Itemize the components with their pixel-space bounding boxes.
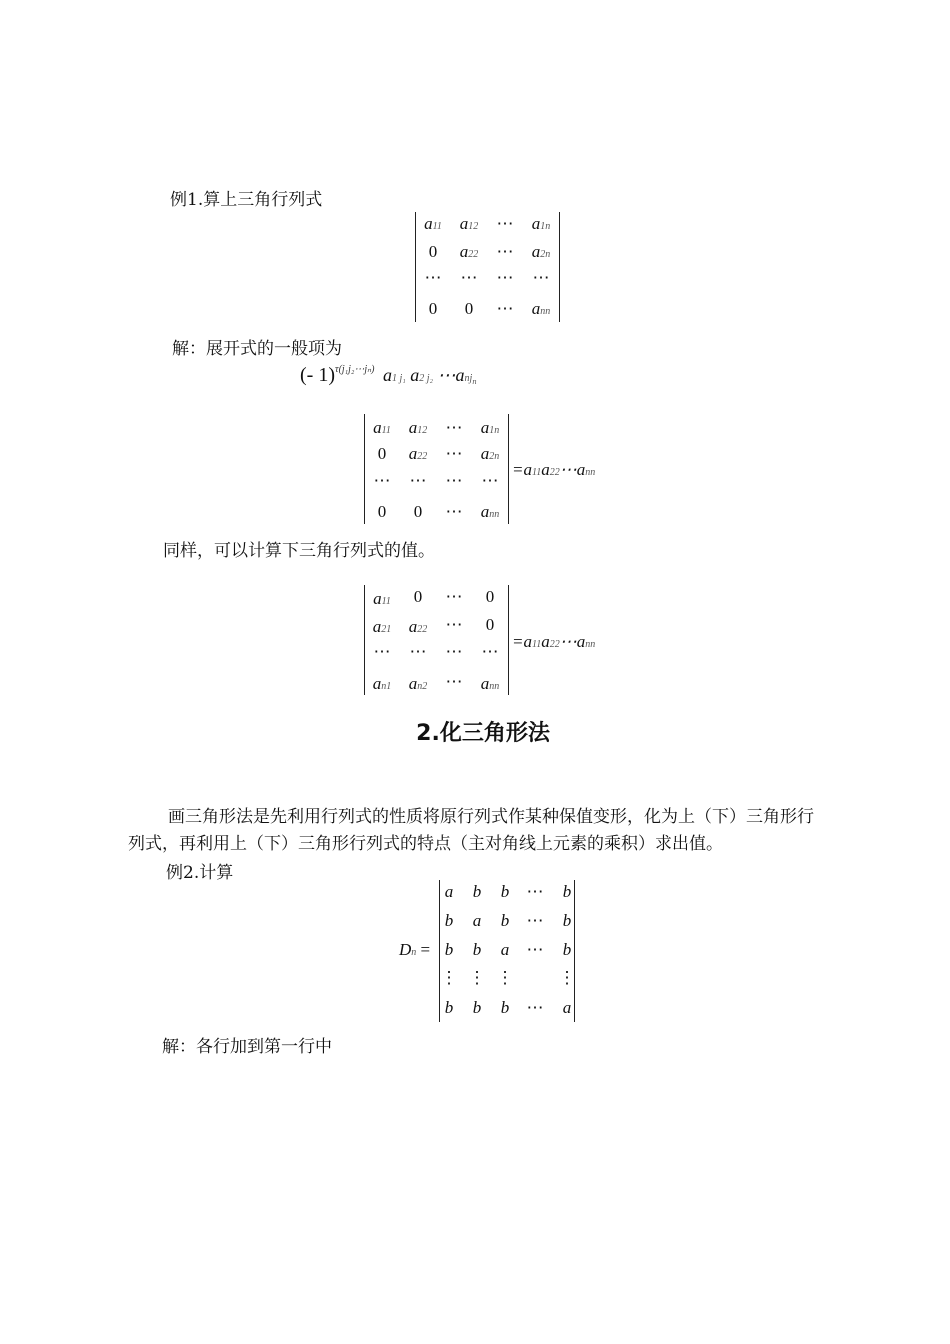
- matrix-cell: ⋯: [526, 998, 544, 1017]
- matrix-cell: 0: [485, 587, 495, 606]
- dn-subscript: n: [411, 947, 417, 958]
- matrix-cell: a: [444, 882, 454, 901]
- matrix-cell: 0: [428, 299, 438, 318]
- matrix-cell: ⋯: [460, 268, 478, 287]
- matrix-cell: ⋯: [409, 471, 427, 490]
- matrix-cell: ⋯: [445, 471, 463, 490]
- inversion-exponent: τ(j₁j₂⋯jₙ): [334, 364, 375, 375]
- matrix-cell: a22: [408, 444, 428, 463]
- equals-sign: =: [420, 940, 431, 959]
- similarly-label: 同样，可以计算下三角行列式的值。: [163, 541, 435, 561]
- matrix-cell: an2: [408, 674, 428, 693]
- determinant-upper-1: [415, 212, 560, 322]
- matrix-cell: b: [444, 911, 454, 930]
- matrix-cell: b: [562, 911, 572, 930]
- matrix-cell: a12: [459, 214, 479, 233]
- matrix-cell: ⋯: [526, 911, 544, 930]
- matrix-cell: ⋯: [445, 672, 463, 691]
- matrix-cell: ⋮: [558, 968, 576, 987]
- matrix-cell: 0: [413, 502, 423, 521]
- matrix-cell: ⋯: [481, 471, 499, 490]
- matrix-cell: ⋯: [445, 615, 463, 634]
- matrix-cell: b: [562, 940, 572, 959]
- matrix-cell: b: [472, 998, 482, 1017]
- matrix-cell: ⋯: [526, 940, 544, 959]
- matrix-cell: 0: [377, 444, 387, 463]
- matrix-cell: a11: [373, 418, 391, 437]
- matrix-cell: ⋮: [468, 968, 486, 987]
- matrix-cell: 0: [485, 615, 495, 634]
- determinant-upper-2: [364, 414, 509, 524]
- matrix-cell: ⋯: [445, 444, 463, 463]
- matrix-cell: an1: [372, 674, 392, 693]
- matrix-cell: a1n: [480, 418, 500, 437]
- matrix-cell: 0: [377, 502, 387, 521]
- matrix-cell: b: [562, 882, 572, 901]
- general-term-formula: (- 1)$^{\tau(j_1j_2\cdots j_n)}$ a1 j₁ a2 j₂ ⋯anj$_n$: [300, 364, 477, 386]
- matrix-cell: a11: [424, 214, 442, 233]
- matrix-cell: a21: [372, 617, 392, 636]
- matrix-cell: b: [444, 998, 454, 1017]
- matrix-cell: 0: [413, 587, 423, 606]
- matrix-cell: b: [500, 911, 510, 930]
- matrix-cell: ⋯: [373, 471, 391, 490]
- dn-symbol: D: [399, 940, 412, 959]
- dn-label: [399, 940, 430, 960]
- matrix-cell: a: [500, 940, 510, 959]
- matrix-cell: a2n: [480, 444, 500, 463]
- example1-label: 例1.算上三角行列式: [170, 190, 323, 210]
- matrix-cell: ⋮: [440, 968, 458, 987]
- determinant-lower: [364, 585, 509, 695]
- matrix-cell: ⋯: [481, 642, 499, 661]
- matrix-cell: ⋯: [496, 299, 514, 318]
- matrix-cell: ⋯: [445, 418, 463, 437]
- matrix-cell: ⋮: [496, 968, 514, 987]
- determinant-dn: [439, 880, 575, 1022]
- solution2-label: 解：各行加到第一行中: [162, 1037, 332, 1057]
- matrix-cell: ⋯: [496, 242, 514, 261]
- method-paragraph: 画三角形法是先利用行列式的性质将原行列式作某种保值变形，化为上（下）三角形行列式，再利用上（下）三角形行列式的特点（主对角线上元素的乘积）求出值。: [128, 807, 814, 854]
- matrix-cell: ⋯: [445, 642, 463, 661]
- matrix-cell: ann: [480, 502, 500, 521]
- matrix-cell: b: [444, 940, 454, 959]
- example2-label: 例2.计算: [166, 863, 234, 883]
- matrix-cell: a2n: [531, 242, 551, 261]
- solution1-label: 解：展开式的一般项为: [172, 339, 342, 359]
- matrix-cell: 0: [464, 299, 474, 318]
- matrix-cell: a11: [373, 589, 391, 608]
- matrix-cell: ⋯: [424, 268, 442, 287]
- matrix-cell: a: [472, 911, 482, 930]
- matrix-cell: ann: [531, 299, 551, 318]
- result-product-lower: =a11a22⋯ann: [512, 632, 596, 651]
- matrix-cell: a12: [408, 418, 428, 437]
- sign-term: (- 1): [300, 364, 335, 386]
- result-product-upper: =a11a22⋯ann: [512, 460, 596, 479]
- matrix-cell: a22: [408, 617, 428, 636]
- matrix-cell: ⋯: [496, 214, 514, 233]
- matrix-cell: b: [472, 882, 482, 901]
- matrix-cell: b: [500, 998, 510, 1017]
- matrix-cell: ⋯: [496, 268, 514, 287]
- matrix-cell: ⋯: [409, 642, 427, 661]
- matrix-cell: ⋯: [532, 268, 550, 287]
- matrix-cell: ⋯: [526, 882, 544, 901]
- matrix-cell: ann: [480, 674, 500, 693]
- matrix-cell: a: [562, 998, 572, 1017]
- matrix-cell: a22: [459, 242, 479, 261]
- section-heading: 2.化三角形法: [416, 721, 550, 746]
- matrix-cell: b: [472, 940, 482, 959]
- matrix-cell: ⋯: [445, 587, 463, 606]
- matrix-cell: a1n: [531, 214, 551, 233]
- matrix-cell: b: [500, 882, 510, 901]
- matrix-cell: ⋯: [445, 502, 463, 521]
- matrix-cell: 0: [428, 242, 438, 261]
- matrix-cell: ⋯: [373, 642, 391, 661]
